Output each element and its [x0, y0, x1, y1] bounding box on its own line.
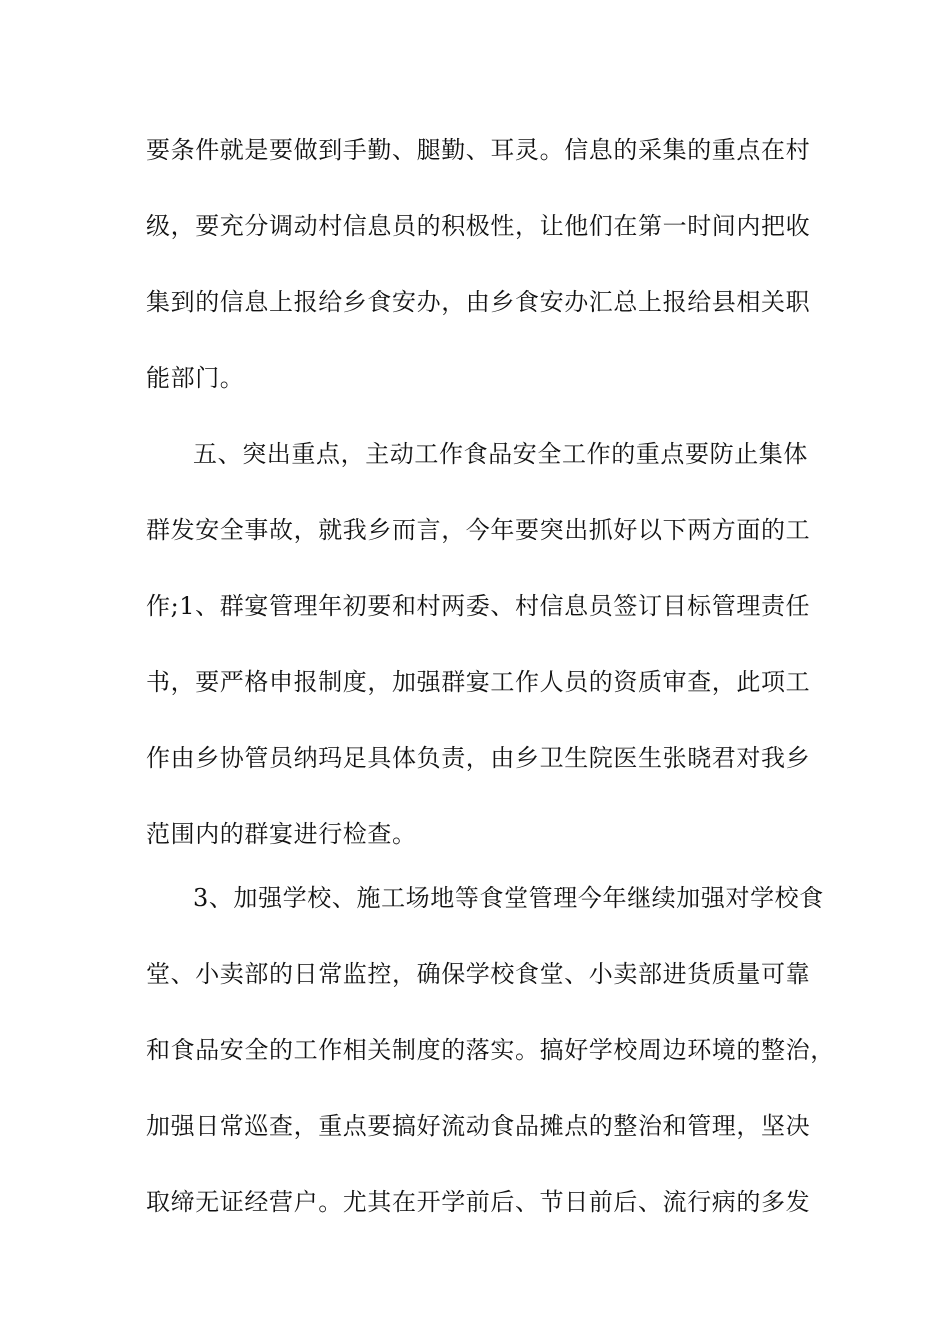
- paragraph-3-line-1: 3、加强学校、施工场地等食堂管理今年继续加强对学校食: [193, 884, 824, 912]
- paragraph-2-line-1: 五、突出重点，主动工作食品安全工作的重点要防止集体: [193, 440, 808, 468]
- paragraph-3-line-4: 加强日常巡查，重点要搞好流动食品摊点的整治和管理，坚决: [146, 1112, 811, 1140]
- paragraph-3-line-2: 堂、小卖部的日常监控，确保学校食堂、小卖部进货质量可靠: [146, 960, 811, 988]
- paragraph-3-line-5: 取缔无证经营户。尤其在开学前后、节日前后、流行病的多发: [146, 1188, 811, 1216]
- paragraph-2-line-3: 作;1、群宴管理年初要和村两委、村信息员签订目标管理责任: [146, 592, 811, 620]
- paragraph-3-line-3: 和食品安全的工作相关制度的落实。搞好学校周边环境的整治，: [146, 1036, 835, 1064]
- paragraph-2-line-4: 书，要严格申报制度，加强群宴工作人员的资质审查，此项工: [146, 668, 811, 696]
- paragraph-1-line-4: 能部门。: [146, 364, 245, 392]
- paragraph-2-line-6: 范围内的群宴进行检查。: [146, 820, 417, 848]
- paragraph-2-line-5: 作由乡协管员纳玛足具体负责，由乡卫生院医生张晓君对我乡: [146, 744, 811, 772]
- paragraph-2-line-2: 群发安全事故，就我乡而言，今年要突出抓好以下两方面的工: [146, 516, 811, 544]
- paragraph-1-line-3: 集到的信息上报给乡食安办，由乡食安办汇总上报给县相关职: [146, 288, 811, 316]
- paragraph-1-line-2: 级，要充分调动村信息员的积极性，让他们在第一时间内把收: [146, 212, 811, 240]
- paragraph-1-line-1: 要条件就是要做到手勤、腿勤、耳灵。信息的采集的重点在村: [146, 136, 811, 164]
